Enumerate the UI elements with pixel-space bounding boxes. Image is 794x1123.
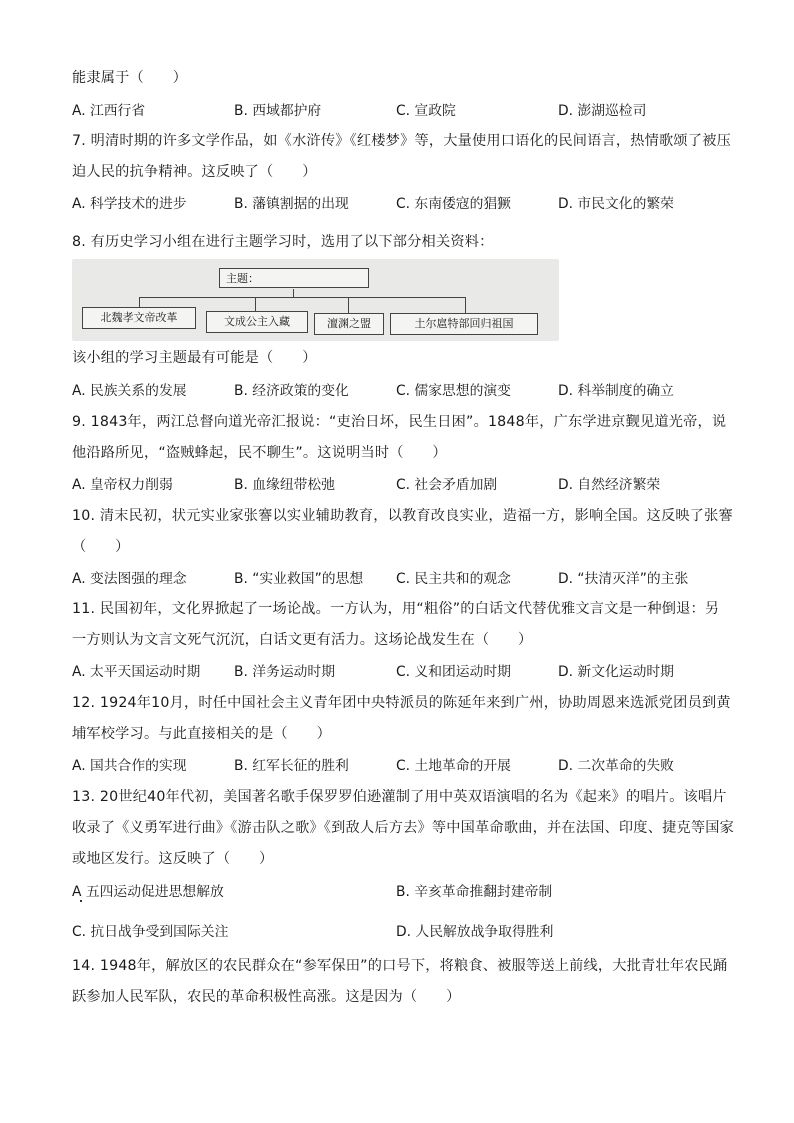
diagram-connector — [139, 297, 465, 298]
q13-option-b: B. 辛亥革命推翻封建帝制 — [396, 884, 553, 900]
stray-mark — [80, 900, 82, 902]
q10-stem-line2: （ ） — [72, 539, 130, 555]
q12-stem-line2: 埔军校学习。与此直接相关的是（ ） — [72, 726, 331, 742]
q14-stem-line2: 跃参加人民军队，农民的革命积极性高涨。这是因为（ ） — [72, 989, 461, 1005]
diagram-connector — [465, 297, 466, 313]
q12-stem-line1: 12. 1924年10月，时任中国社会主义青年团中央特派员的陈延年来到广州，协助周恩来选派党团员到黄 — [72, 695, 731, 711]
q8-stem-line1: 8. 有历史学习小组在进行主题学习时，选用了以下部分相关资料： — [72, 234, 494, 250]
q7-option-a: A. 科学技术的进步 — [72, 196, 187, 212]
q14-stem-line1: 14. 1948年，解放区的农民群众在“参军保田”的口号下，将粮食、被服等送上前线，大批青壮年农民踊 — [72, 958, 728, 974]
q8-option-a: A. 民族关系的发展 — [72, 383, 187, 399]
q7-stem-line2: 迫人民的抗争精神。这反映了（ ） — [72, 164, 317, 180]
q6-option-c: C. 宣政院 — [396, 103, 456, 119]
q9-option-b: B. 血缘纽带松弛 — [234, 477, 336, 493]
q10-stem-line1: 10. 清末民初，状元实业家张謇以实业辅助教育，以教育改良实业，造福一方，影响全国。这反映了张謇 — [72, 508, 733, 524]
q12-option-b: B. 红军长征的胜利 — [234, 758, 349, 774]
q13-option-a: A 五四运动促进思想解放 — [72, 884, 224, 900]
diagram-connector — [255, 297, 256, 311]
q11-option-a: A. 太平天国运动时期 — [72, 664, 201, 680]
q6-option-a: A. 江西行省 — [72, 103, 146, 119]
diagram-item: 北魏孝文帝改革 — [82, 307, 196, 329]
q13-stem-line2: 收录了《义勇军进行曲》《游击队之歌》《到敌人后方去》等中国革命歌曲，并在法国、印度、捷克等国家 — [72, 820, 735, 836]
q6-stem-tail: 能隶属于（ ） — [72, 70, 188, 86]
q7-option-c: C. 东南倭寇的猖獗 — [396, 196, 511, 212]
q12-option-a: A. 国共合作的实现 — [72, 758, 187, 774]
q10-option-c: C. 民主共和的观念 — [396, 571, 511, 587]
q7-option-d: D. 市民文化的繁荣 — [558, 196, 674, 212]
q9-stem-line2: 他沿路所见，“盗贼蜂起，民不聊生”。这说明当时（ ） — [72, 445, 447, 461]
q8-option-c: C. 儒家思想的演变 — [396, 383, 511, 399]
q11-stem-line1: 11. 民国初年，文化界掀起了一场论战。一方认为，用“粗俗”的白话文代替优雅文言文是一种倒退：另 — [72, 601, 720, 617]
q13-option-d: D. 人民解放战争取得胜利 — [396, 924, 554, 940]
q8-stem-line2: 该小组的学习主题最有可能是（ ） — [72, 350, 317, 366]
q13-stem-line3: 或地区发行。这反映了（ ） — [72, 851, 274, 867]
q10-option-b: B. “实业救国”的思想 — [234, 571, 364, 587]
diagram-item: 澶渊之盟 — [314, 313, 384, 335]
q8-option-d: D. 科举制度的确立 — [558, 383, 674, 399]
q8-topic-diagram — [72, 259, 559, 341]
q13-option-c: C. 抗日战争受到国际关注 — [72, 924, 229, 940]
q6-option-b: B. 西域都护府 — [234, 103, 322, 119]
diagram-topic-box: 主题： — [219, 268, 369, 288]
q8-option-b: B. 经济政策的变化 — [234, 383, 349, 399]
q12-option-d: D. 二次革命的失败 — [558, 758, 674, 774]
q12-option-c: C. 土地革命的开展 — [396, 758, 511, 774]
q7-option-b: B. 藩镇割据的出现 — [234, 196, 349, 212]
diagram-item: 文成公主入藏 — [206, 311, 308, 333]
q10-option-a: A. 变法图强的理念 — [72, 571, 187, 587]
q9-option-c: C. 社会矛盾加剧 — [396, 477, 498, 493]
q6-option-d: D. 澎湖巡检司 — [558, 103, 647, 119]
q11-option-b: B. 洋务运动时期 — [234, 664, 336, 680]
q11-option-d: D. 新文化运动时期 — [558, 664, 674, 680]
q10-option-d: D. “扶清灭洋”的主张 — [558, 571, 689, 587]
q11-option-c: C. 义和团运动时期 — [396, 664, 511, 680]
q7-stem-line1: 7. 明清时期的许多文学作品，如《水浒传》《红楼梦》等，大量使用口语化的民间语言，热情歌颂了被压 — [72, 133, 731, 149]
q9-option-a: A. 皇帝权力削弱 — [72, 477, 173, 493]
diagram-item: 土尔扈特部回归祖国 — [390, 313, 538, 335]
q9-option-d: D. 自然经济繁荣 — [558, 477, 661, 493]
diagram-connector — [348, 297, 349, 313]
diagram-connector — [139, 297, 140, 307]
diagram-connector — [293, 289, 294, 297]
q11-stem-line2: 一方则认为文言文死气沉沉，白话文更有活力。这场论战发生在（ ） — [72, 632, 533, 648]
q13-stem-line1: 13. 20世纪40年代初，美国著名歌手保罗罗伯逊灌制了用中英双语演唱的名为《起来》的唱片。该唱片 — [72, 789, 727, 805]
q9-stem-line1: 9. 1843年，两江总督向道光帝汇报说：“吏治日坏，民生日困”。1848年，广东学进京觐见道光帝，说 — [72, 414, 727, 430]
